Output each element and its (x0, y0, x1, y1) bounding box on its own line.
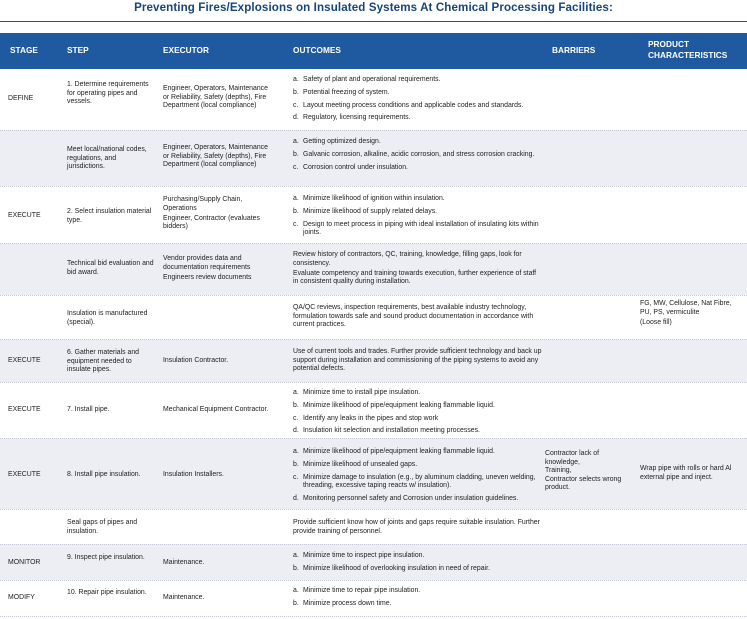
row-barriers (545, 450, 635, 493)
outcome-item (293, 89, 543, 98)
row-step: Insulation is manufactured (special). (67, 310, 148, 326)
row-outcomes (293, 138, 543, 176)
executor-line: Insulation Contractor. (163, 357, 229, 364)
outcome-marker: b. (293, 207, 299, 215)
row-divider (0, 339, 747, 341)
outcome-text: Insulation kit selection and installation meeting processes. (303, 427, 480, 435)
outcome-item (293, 164, 543, 173)
outcome-item (293, 474, 543, 491)
executor-line: Engineer, Operators, Maintenance or Reliability, Safety (depths), Fire Department (local compliance) (163, 85, 268, 110)
outcome-marker: c. (293, 473, 299, 481)
outcome-item (293, 151, 543, 160)
outcome-text: Minimize time to repair pipe insulation. (303, 587, 421, 594)
outcome-marker: a. (293, 138, 299, 145)
outcome-item (293, 495, 543, 504)
row-step: Meet local/national codes, regulations, and jurisdictions. (67, 146, 147, 171)
row-step: 7. Install pipe. (67, 406, 110, 413)
outcome-item (293, 138, 543, 147)
outcome-item (293, 195, 543, 204)
outcome-marker: d. (293, 427, 299, 435)
outcome-item (293, 461, 543, 470)
outcome-marker: d. (293, 114, 299, 122)
row-stage: MODIFY (8, 594, 35, 601)
outcome-item (293, 76, 543, 85)
row-executor (163, 255, 275, 284)
outcome-paragraph: QA/QC reviews, inspection requirements, best available industry technology, formulation towards safe and sound product documentation in accordance with current practices. (293, 304, 534, 329)
outcome-item (293, 208, 543, 217)
outcome-marker: b. (293, 599, 299, 607)
row-divider (0, 616, 747, 618)
header-executor: EXECUTOR (163, 45, 209, 55)
row-outcomes (293, 552, 543, 578)
outcome-marker: d. (293, 494, 299, 502)
row-outcomes (293, 519, 543, 538)
outcome-text: Minimize likelihood of ignition within insulation. (303, 195, 445, 202)
table-header (0, 33, 747, 69)
title-underline (0, 21, 747, 22)
executor-line: Maintenance. (163, 559, 205, 566)
row-divider (0, 580, 747, 582)
outcome-marker: b. (293, 150, 299, 158)
row-executor (163, 559, 275, 569)
row-outcomes (293, 587, 543, 613)
row-stage: EXECUTE (8, 212, 41, 219)
row-step: Seal gaps of pipes and insulation. (67, 519, 138, 535)
outcome-marker: a. (293, 587, 299, 594)
outcome-text: Minimize likelihood of unsealed gaps. (303, 460, 418, 468)
row-product (640, 300, 744, 329)
header-step: STEP (67, 45, 89, 55)
outcome-item (293, 389, 543, 398)
executor-line: Maintenance. (163, 594, 205, 601)
header-stage: STAGE (10, 45, 38, 55)
outcome-item (293, 402, 543, 411)
outcome-paragraph: Review history of contractors, QC, training, knowledge, filling gaps, look for consistency. (293, 251, 522, 267)
product-line: FG, MW, Cellulose, Nat Fibre, PU, PS, vermiculite (640, 300, 732, 316)
row-step: Technical bid evaluation and bid award. (67, 260, 154, 276)
outcome-marker: b. (293, 88, 299, 96)
outcome-marker: c. (293, 414, 299, 422)
outcome-text: Corrosion control under insulation. (303, 163, 408, 171)
header-product-line2: CHARACTERISTICS (648, 50, 728, 60)
outcome-paragraph: Evaluate competency and training towards execution, further experience of staff in consistent quality during installation. (293, 269, 537, 286)
row-outcomes (293, 389, 543, 440)
outcome-item (293, 415, 543, 424)
row-outcomes (293, 348, 543, 375)
outcome-text: Minimize time to inspect pipe insulation. (303, 552, 425, 559)
outcome-text: Galvanic corrosion, alkaline, acidic corrosion, and stress corrosion cracking. (303, 150, 535, 158)
outcome-marker: c. (293, 163, 299, 171)
outcome-item (293, 427, 543, 436)
outcome-item (293, 552, 543, 561)
outcome-text: Layout meeting process conditions and applicable codes and standards. (303, 101, 524, 109)
outcome-item (293, 600, 543, 609)
outcome-marker: a. (293, 552, 299, 559)
row-outcomes (293, 76, 543, 127)
row-divider (0, 382, 747, 384)
product-line: Wrap pipe with rolls or hard Al external pipe and inject. (640, 465, 732, 481)
row-executor (163, 406, 275, 416)
outcome-text: Minimize likelihood of overlooking insulation in need of repair. (303, 564, 490, 572)
executor-line: Engineer, Operators, Maintenance or Reliability, Safety (depths), Fire Department (local compliance) (163, 144, 268, 169)
row-executor (163, 471, 275, 481)
header-barriers: BARRIERS (552, 45, 596, 55)
outcome-marker: a. (293, 389, 299, 396)
barrier-line: Contractor selects wrong product. (545, 475, 622, 492)
outcome-text: Identify any leaks in the pipes and stop work (303, 414, 439, 422)
row-step: 10. Repair pipe insulation. (67, 589, 147, 596)
outcome-text: Design to meet process in piping with ideal installation of insulating kits within joints. (303, 220, 539, 237)
outcome-text: Regulatory, licensing requirements. (303, 114, 411, 122)
row-executor (163, 85, 275, 112)
row-stage: DEFINE (8, 95, 34, 102)
row-outcomes (293, 251, 543, 288)
row-executor (163, 594, 275, 604)
row-stage: EXECUTE (8, 471, 41, 478)
executor-line: Engineer, Contractor (evaluates bidders) (163, 214, 260, 231)
outcome-text: Minimize time to install pipe insulation. (303, 389, 421, 396)
outcome-item (293, 114, 543, 123)
row-step: 6. Gather materials and equipment needed to insulate pipes. (67, 349, 140, 374)
outcome-marker: a. (293, 76, 299, 83)
outcome-item (293, 221, 543, 238)
outcome-marker: c. (293, 101, 299, 109)
row-divider (0, 295, 747, 297)
header-product (648, 39, 727, 61)
row-executor (163, 144, 275, 171)
row-outcomes (293, 448, 543, 508)
row-step: 9. Inspect pipe insulation. (67, 554, 145, 561)
outcome-marker: a. (293, 448, 299, 455)
outcome-marker: c. (293, 220, 299, 228)
row-step: 2. Select insulation material type. (67, 208, 152, 224)
outcome-marker: b. (293, 401, 299, 409)
barrier-line: Training, (545, 467, 572, 475)
executor-line: Insulation Installers. (163, 471, 224, 478)
product-line: (Loose fill) (640, 318, 672, 326)
row-outcomes (293, 304, 543, 331)
row-step: 8. Install pipe insulation. (67, 471, 141, 478)
outcome-text: Monitoring personnel safety and Corrosion under insulation guidelines. (303, 494, 519, 502)
header-product-line1: PRODUCT (648, 39, 690, 49)
row-stage: EXECUTE (8, 357, 41, 364)
outcome-paragraph: Provide sufficient know how of joints and gaps require suitable insulation. Further provide training of personnel. (293, 519, 540, 535)
header-outcomes: OUTCOMES (293, 45, 341, 55)
executor-line: Purchasing/Supply Chain, Operations (163, 196, 243, 212)
outcome-marker: b. (293, 460, 299, 468)
outcome-marker: a. (293, 195, 299, 202)
executor-line: Engineers review documents (163, 273, 252, 281)
outcome-text: Minimize likelihood of pipe/equipment leaking flammable liquid. (303, 401, 495, 409)
outcome-item (293, 565, 543, 574)
outcome-marker: b. (293, 564, 299, 572)
outcome-paragraph: Use of current tools and trades. Further provide sufficient technology and back up support during installation and commissioning of the piping systems to avoid any potential defects. (293, 348, 542, 373)
row-divider (0, 544, 747, 546)
outcome-text: Potential freezing of system. (303, 88, 390, 96)
row-executor (163, 196, 275, 233)
outcome-item (293, 587, 543, 596)
outcome-text: Safety of plant and operational requirements. (303, 76, 441, 83)
executor-line: Mechanical Equipment Contractor. (163, 406, 269, 413)
outcome-text: Getting optimized design. (303, 138, 381, 145)
row-divider (0, 509, 747, 511)
row-outcomes (293, 195, 543, 242)
outcome-text: Minimize likelihood of pipe/equipment leaking flammable liquid. (303, 448, 495, 455)
row-stage: EXECUTE (8, 406, 41, 413)
outcome-text: Minimize likelihood of supply related delays. (303, 207, 438, 215)
outcome-item (293, 448, 543, 457)
outcome-item (293, 102, 543, 111)
page-title: Preventing Fires/Explosions on Insulated Systems At Chemical Processing Facilities: (134, 1, 613, 14)
executor-line: Vendor provides data and documentation requirements (163, 255, 251, 271)
outcome-text: Minimize process down time. (303, 599, 392, 607)
row-stage: MONITOR (8, 559, 41, 566)
barrier-line: Contractor lack of knowledge, (545, 450, 599, 466)
outcome-text: Minimize damage to insulation (e.g., by aluminum cladding, uneven welding, threading, excessive taping reacts w/ insulation). (303, 473, 536, 490)
row-executor (163, 357, 275, 367)
row-divider (0, 243, 747, 245)
row-divider (0, 130, 747, 132)
row-divider (0, 186, 747, 188)
row-step: 1. Determine requirements for operating pipes and vessels. (67, 81, 149, 106)
row-product (640, 465, 744, 484)
